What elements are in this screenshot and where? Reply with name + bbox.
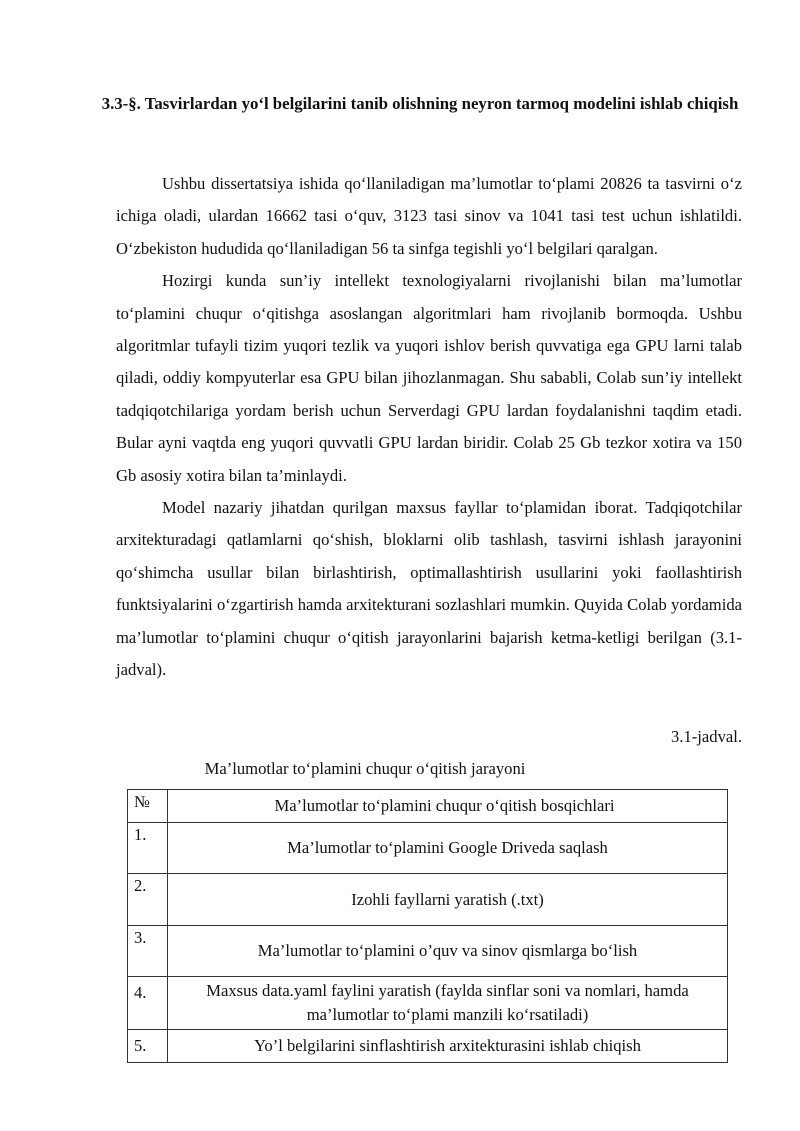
- table-row: [128, 874, 728, 926]
- header-steps: Ma’lumotlar to‘plamini chuqur o‘qitish bosqichlari: [168, 790, 728, 823]
- row-step: Maxsus data.yaml faylini yaratish (faylda sinflar soni va nomlari, hamda ma’lumotlar to‘plami manzili ko‘rsatiladi): [168, 977, 728, 1030]
- row-step: Ma’lumotlar to‘plamini o’quv va sinov qismlarga bo‘lish: [168, 926, 728, 977]
- paragraph-3: Model nazariy jihatdan qurilgan maxsus fayllar to‘plamidan iborat. Tadqiqotchilar arxitekturadagi qatlamlarni qo‘shish, bloklarni olib tashlash, tasvirni ishlash jarayonini qo‘shimcha usullar bilan birlashtirish, optimallashtirish usullarini yoki faollashtirish funktsiyalarini o‘zgartirish hamda arxitekturani sozlashlari mumkin. Quyida Colab yordamida ma’lumotlar to‘plamini chuqur o‘qitish jarayonlarini bajarish ketma-ketligi berilgan (3.1-jadval).: [116, 498, 742, 680]
- steps-table: [127, 789, 728, 1063]
- table-title: Ma’lumotlar to‘plamini chuqur o‘qitish jarayoni: [204, 759, 526, 778]
- header-number: №: [128, 790, 168, 823]
- row-number: 4.: [128, 977, 168, 1030]
- row-step: Yo’l belgilarini sinflashtirish arxitekturasini ishlab chiqish: [168, 1030, 728, 1063]
- paragraph-1: Ushbu dissertatsiya ishida qo‘llaniladigan ma’lumotlar to‘plami 20826 ta tasvirni o‘z ichiga oladi, ulardan 16662 tasi o‘quv, 3123 tasi sinov va 1041 tasi test uchun ishlatildi. O‘zbekiston hududida qo‘llaniladigan 56 ta sinfga tegishli yo‘l belgilari qaralgan.: [116, 174, 742, 258]
- paragraph-2: Hozirgi kunda sun’iy intellekt texnologiyalarni rivojlanishi bilan ma’lumotlar to‘plamini chuqur o‘qitishga asoslangan algoritmlari ham rivojlanib bormoqda. Ushbu algoritmlar tufayli tizim yuqori tezlik va yuqori ishlov berish quvvatiga ega GPU larni talab qiladi, oddiy kompyuterlar esa GPU bilan jihozlanmagan. Shu sababli, Colab sun’iy intellekt tadqiqotchilariga yordam berish uchun Serverdagi GPU lardan foydalanishni taqdim etadi. Bular ayni vaqtda eng yuqori quvvatli GPU lardan biridir. Colab 25 Gb tezkor xotira va 150 Gb asosiy xotira bilan ta’minlaydi.: [116, 271, 742, 485]
- table-row: [128, 977, 728, 1030]
- row-number: 3.: [128, 926, 168, 977]
- row-number: 2.: [128, 874, 168, 926]
- table-number: 3.1-jadval.: [671, 727, 742, 746]
- table-row: [128, 823, 728, 874]
- row-number: 5.: [128, 1030, 168, 1063]
- body-text: [116, 168, 742, 687]
- row-step: Ma’lumotlar to‘plamini Google Driveda saqlash: [168, 823, 728, 874]
- table-header-row: [128, 790, 728, 823]
- row-step: Izohli fayllarni yaratish (.txt): [168, 874, 728, 926]
- table-row: [128, 926, 728, 977]
- section-title: 3.3-§. Tasvirlardan yo‘l belgilarini tanib olishning neyron tarmoq modelini ishlab chiqish: [101, 94, 739, 113]
- row-number: 1.: [128, 823, 168, 874]
- table-row: [128, 1030, 728, 1063]
